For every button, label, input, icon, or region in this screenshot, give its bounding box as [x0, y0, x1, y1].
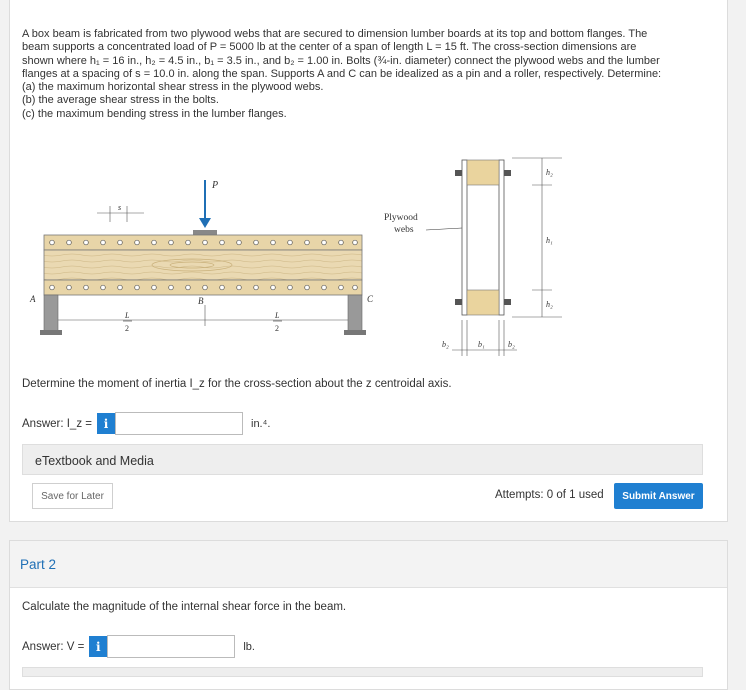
info-icon[interactable]: i: [97, 413, 115, 434]
h1-label: h₁: [546, 236, 553, 245]
load-label: P: [212, 180, 219, 191]
load-plate: [193, 230, 217, 235]
problem-statement: [22, 28, 702, 121]
part2-title: Part 2: [20, 557, 57, 572]
shear-force-input[interactable]: [107, 635, 235, 658]
problem-line: (b) the average shear stress in the bolts.: [22, 94, 219, 107]
part2-answer-row: [22, 635, 255, 658]
webs-label: webs: [394, 225, 414, 235]
info-icon[interactable]: i: [89, 636, 107, 657]
part2-header[interactable]: [10, 541, 727, 588]
support-a: [40, 295, 62, 335]
part2-unit: lb.: [243, 640, 255, 653]
problem-line: shown where h₁ = 16 in., h₂ = 4.5 in., b₁ = 3.5 in., and b₂ = 1.00 in. Bolts (¾-in. diameter) connect the plywood webs and the lumber: [22, 54, 660, 67]
h2-bottom-label: h₂: [546, 300, 553, 309]
support-c: [344, 295, 366, 335]
b1-label: b₁: [478, 340, 485, 349]
problem-line: (a) the maximum horizontal shear stress in the plywood webs.: [22, 81, 324, 94]
moment-of-inertia-input[interactable]: [115, 412, 243, 435]
b2-right-label: b₂: [508, 340, 515, 349]
box-beam-figure: [22, 150, 702, 370]
part2-answer-label: Answer: V =: [22, 640, 85, 653]
save-for-later-button[interactable]: Save for Later: [32, 483, 113, 509]
beam-web: [44, 250, 362, 280]
b2-left-label: b₂: [442, 340, 449, 349]
cross-section: [455, 160, 511, 315]
attempts-counter: Attempts: 0 of 1 used: [495, 489, 604, 501]
half-span-right-L: L: [275, 311, 280, 320]
half-span-left-L: L: [125, 311, 130, 320]
h2-top-label: h₂: [546, 168, 553, 177]
part2-prompt: Calculate the magnitude of the internal shear force in the beam.: [22, 601, 347, 613]
problem-line: flanges at a spacing of s = 10.0 in. along the span. Supports A and C can be idealized as a pin and a roller, respectively. Determine:: [22, 67, 662, 80]
part2-etextbook-bar[interactable]: [22, 667, 703, 677]
part1-answer-label: Answer: I_z =: [22, 417, 92, 430]
part1-unit: in.⁴.: [251, 417, 271, 430]
part1-answer-row: [22, 412, 270, 435]
spacing-label: s: [118, 203, 122, 212]
half-span-left-2: 2: [125, 324, 129, 333]
support-c-label: C: [367, 294, 374, 304]
part1-prompt: Determine the moment of inertia I_z for the cross-section about the z centroidal axis.: [22, 378, 452, 390]
load-arrow-head: [199, 218, 211, 228]
support-a-label: A: [30, 294, 36, 304]
half-span-right-2: 2: [275, 324, 279, 333]
point-b-label: B: [198, 296, 204, 306]
plywood-label: Plywood: [384, 213, 418, 223]
problem-line: (c) the maximum bending stress in the lumber flanges.: [22, 107, 287, 120]
etextbook-and-media[interactable]: eTextbook and Media: [22, 444, 703, 475]
problem-line: A box beam is fabricated from two plywood webs that are secured to dimension lumber boards at its top and bottom flanges. The: [22, 28, 648, 40]
problem-line: beam supports a concentrated load of P = 5000 lb at the center of a span of length L = 15 ft. The cross-section dimensions are: [22, 41, 637, 54]
submit-answer-button[interactable]: Submit Answer: [614, 483, 703, 509]
